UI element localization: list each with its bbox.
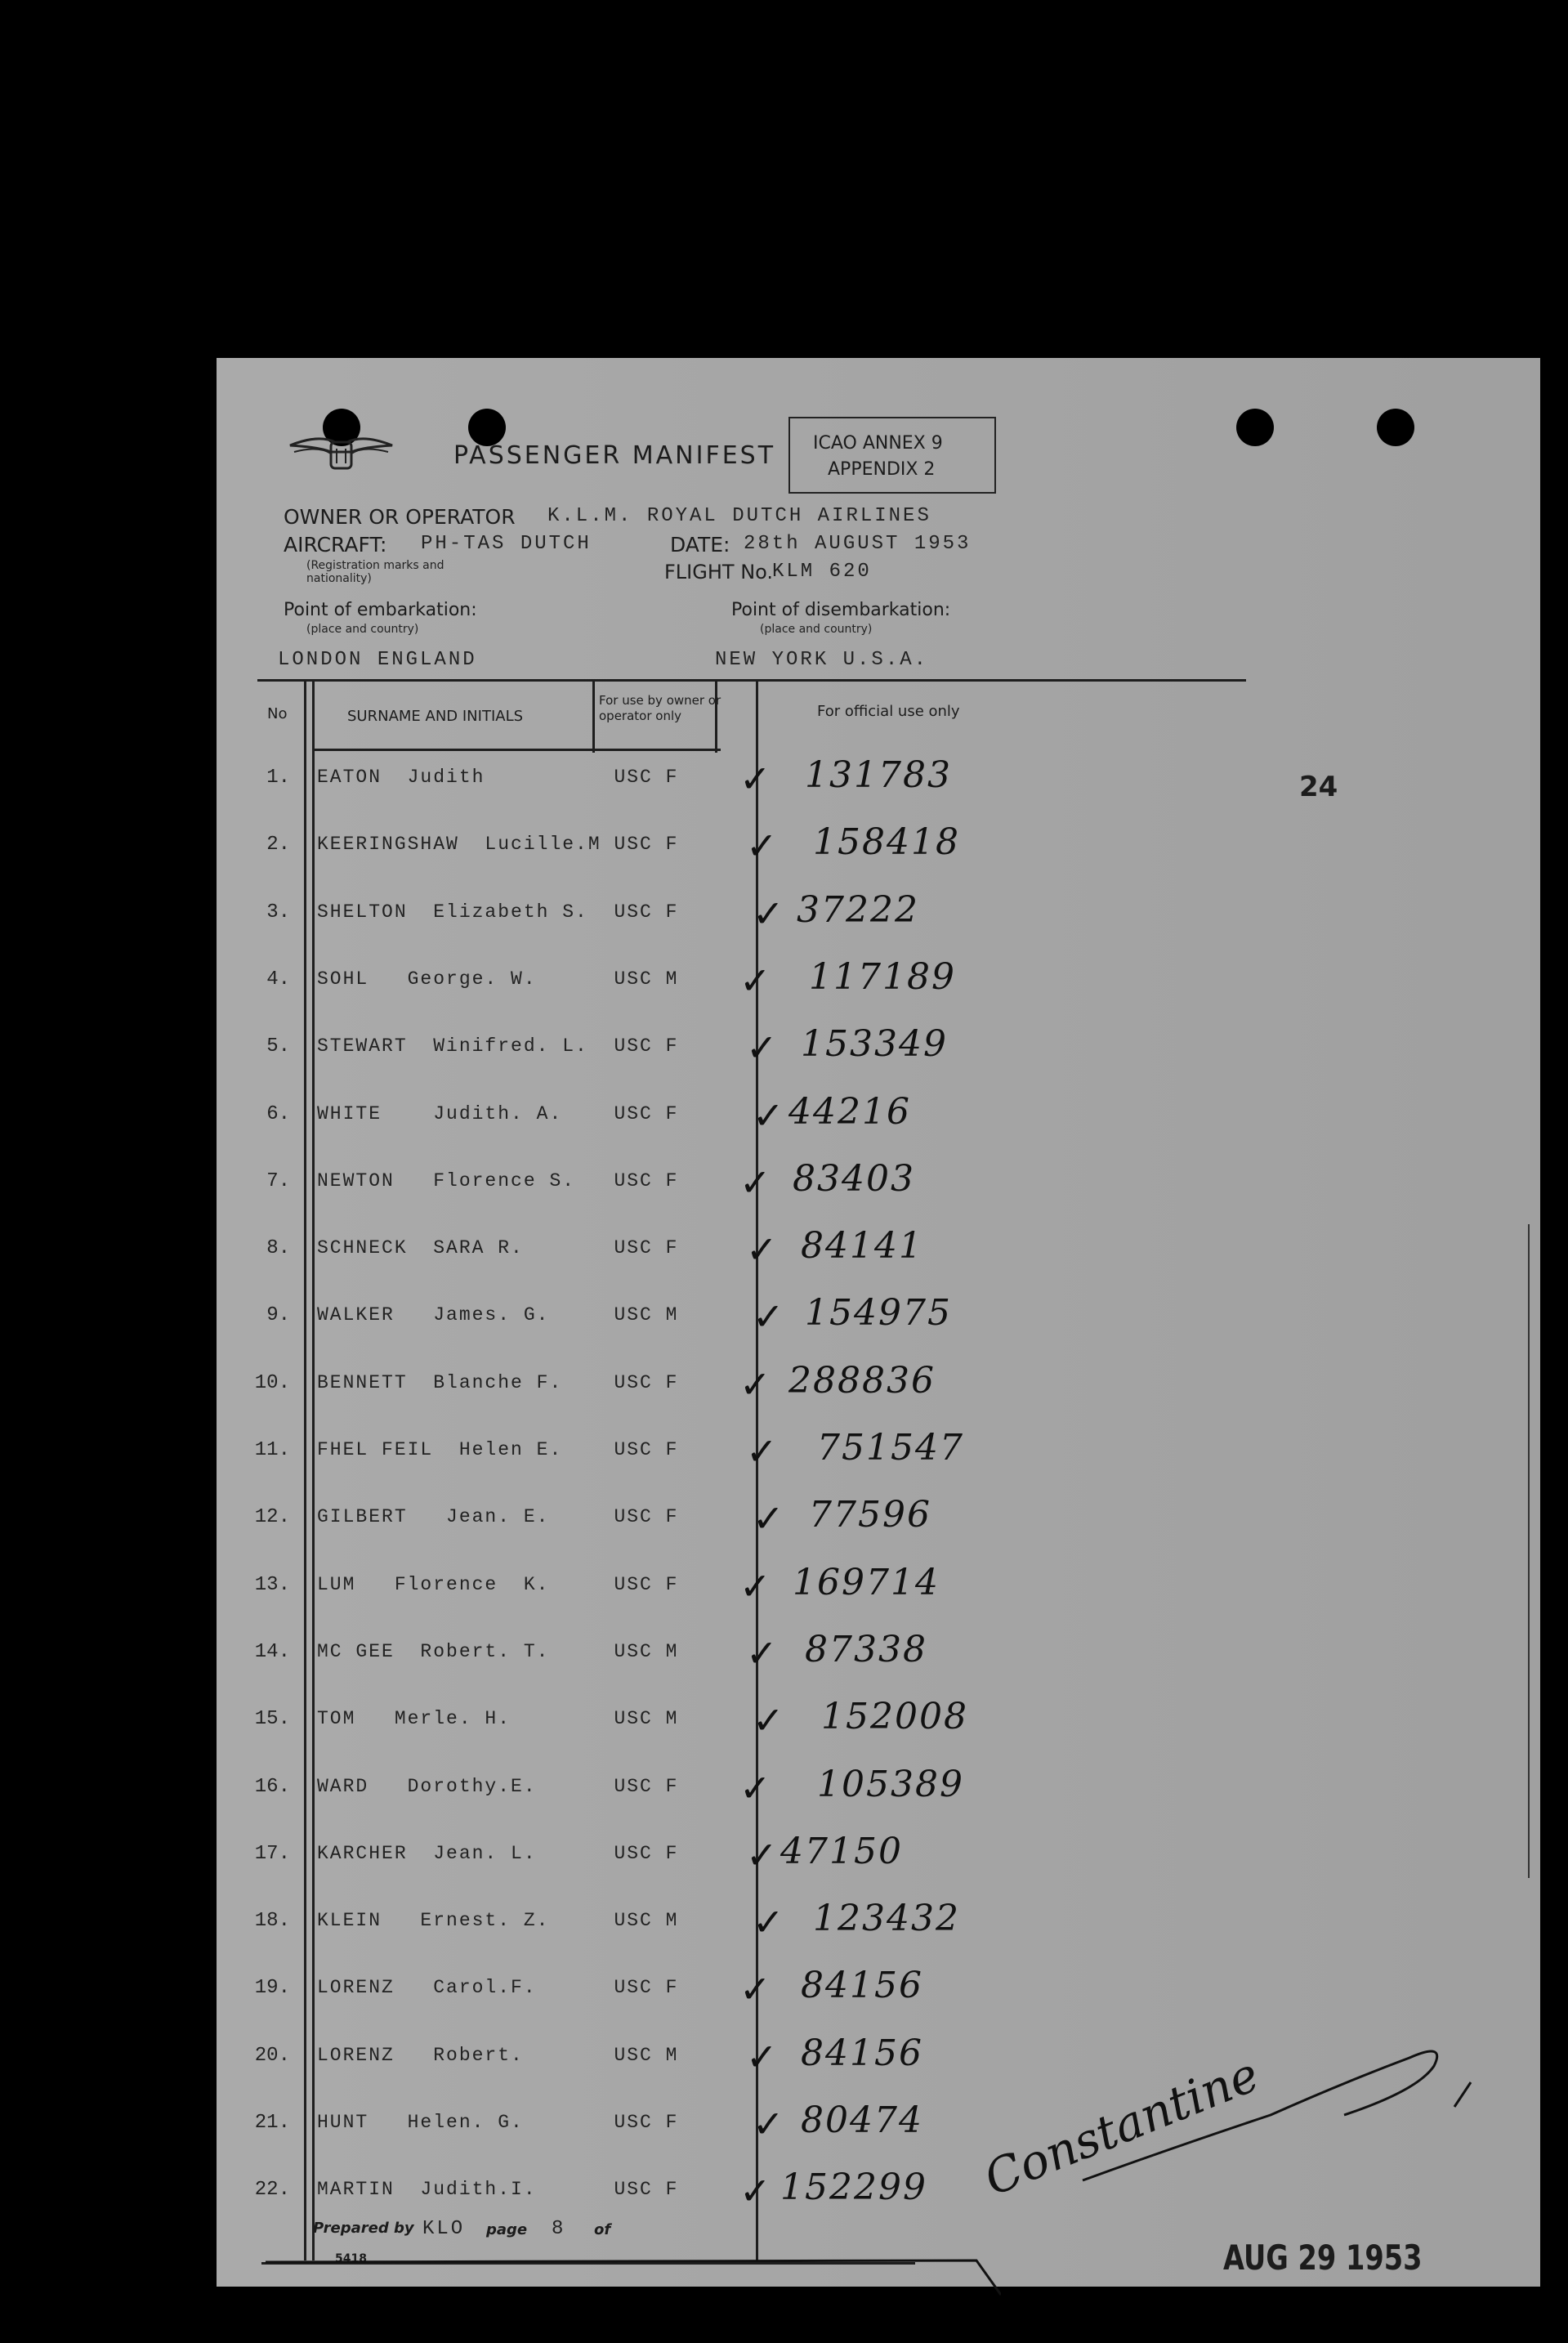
check-mark-icon: ✓ (746, 1429, 778, 1473)
check-mark-icon: ✓ (739, 1967, 771, 2012)
prepared-value: KLO (422, 2218, 466, 2240)
check-mark-icon: ✓ (753, 1900, 784, 1945)
airline-logo-icon (286, 427, 396, 476)
official-use-number: 84156 (801, 1965, 923, 2007)
passenger-name: NEWTON Florence S. USC F (317, 1169, 679, 1192)
icao-appendix: APPENDIX 2 (828, 459, 936, 480)
passenger-name: FHEL FEIL Helen E. USC F (317, 1439, 679, 1460)
row-number: 11. (254, 1439, 290, 1461)
column-owner-use: For use by owner or operator only (599, 693, 721, 723)
check-mark-icon: ✓ (753, 1698, 784, 1743)
passenger-name: BENNETT Blanche F. USC F (317, 1371, 679, 1393)
embark-note: (place and country) (306, 623, 419, 636)
disembark-note: (place and country) (760, 623, 873, 636)
disembark-label: Point of disembarkation: (731, 600, 951, 620)
official-use-number: 152299 (780, 2166, 927, 2209)
punch-hole (1236, 409, 1274, 446)
of-label: of (594, 2221, 611, 2238)
official-use-number: 153349 (801, 1023, 948, 1066)
passenger-name: STEWART Winifred. L. USC F (317, 1035, 679, 1057)
column-no: No (267, 705, 288, 722)
punch-hole (1377, 409, 1414, 446)
check-mark-icon: ✓ (746, 1832, 778, 1877)
table-rule (312, 679, 315, 2260)
official-use-number: 105389 (817, 1763, 964, 1805)
official-use-number: 87338 (805, 1628, 927, 1670)
row-number: 16. (254, 1775, 290, 1798)
check-mark-icon: ✓ (746, 1630, 778, 1675)
check-mark-icon: ✓ (753, 1093, 784, 1138)
passenger-name: TOM Merle. H. USC M (317, 1708, 679, 1730)
row-number: 12. (254, 1506, 290, 1529)
official-use-number: 84141 (801, 1225, 923, 1268)
date-stamp: AUG 29 1953 (1223, 2238, 1423, 2278)
official-use-number: 77596 (809, 1494, 931, 1536)
row-number: 14. (254, 1640, 290, 1663)
check-mark-icon: ✓ (753, 2102, 784, 2146)
check-mark-icon: ✓ (753, 1496, 784, 1541)
table-rule (1528, 1224, 1530, 1878)
aircraft-value: PH-TAS DUTCH (421, 533, 592, 555)
prepared-label: Prepared by (313, 2220, 414, 2237)
table-rule (304, 679, 306, 2260)
check-mark-icon: ✓ (739, 1362, 771, 1406)
passenger-name: WALKER James. G. USC M (317, 1304, 679, 1326)
row-number: 5. (266, 1035, 290, 1058)
row-number: 3. (266, 901, 290, 923)
row-number: 6. (266, 1102, 290, 1125)
passenger-name: WARD Dorothy.E. USC F (317, 1775, 679, 1797)
page-label: page (486, 2221, 528, 2238)
row-number: 20. (254, 2044, 290, 2067)
page-number: 24 (1299, 771, 1338, 803)
aircraft-label: AIRCRAFT: (284, 533, 387, 557)
row-number: 18. (254, 1910, 290, 1933)
column-official-use: For official use only (817, 703, 960, 720)
table-rule (592, 679, 595, 753)
passenger-name: SHELTON Elizabeth S. USC F (317, 901, 679, 923)
row-number: 10. (254, 1371, 290, 1394)
row-number: 8. (266, 1237, 290, 1260)
check-mark-icon: ✓ (739, 2169, 771, 2214)
passenger-name: WHITE Judith. A. USC F (317, 1102, 679, 1125)
passenger-name: LORENZ Carol.F. USC F (317, 1977, 679, 1999)
passenger-name: LUM Florence K. USC F (317, 1573, 679, 1595)
official-use-number: 288836 (788, 1359, 936, 1402)
passenger-name: KEERINGSHAW Lucille.M USC F (317, 834, 679, 856)
flight-label: FLIGHT No. (664, 561, 774, 584)
official-use-number: 44216 (788, 1090, 911, 1133)
icao-annex: ICAO ANNEX 9 (813, 433, 943, 454)
passenger-name: MARTIN Judith.I. USC F (317, 2179, 679, 2201)
date-label: DATE: (670, 533, 730, 557)
passenger-name: LORENZ Robert. USC M (317, 2044, 679, 2066)
official-use-number: 84156 (801, 2032, 923, 2074)
official-use-number: 158418 (813, 821, 960, 864)
check-mark-icon: ✓ (746, 2034, 778, 2079)
row-number: 15. (254, 1708, 290, 1731)
row-number: 17. (254, 1842, 290, 1865)
row-number: 13. (254, 1573, 290, 1596)
official-use-number: 83403 (793, 1157, 915, 1200)
check-mark-icon: ✓ (746, 824, 778, 869)
flight-value: KLM 620 (772, 561, 872, 583)
page-value: 8 (552, 2218, 566, 2240)
official-use-number: 47150 (780, 1830, 903, 1872)
check-mark-icon: ✓ (739, 1563, 771, 1608)
row-number: 22. (254, 2179, 290, 2202)
form-number: 5418 (335, 2252, 367, 2265)
check-mark-icon: ✓ (753, 891, 784, 936)
signature-stroke-icon (1074, 2025, 1483, 2189)
manifest-title: PASSENGER MANIFEST (453, 441, 776, 470)
passenger-name: GILBERT Jean. E. USC F (317, 1506, 679, 1528)
official-signature: Constantine (976, 2046, 1267, 2207)
official-use-number: 117189 (809, 955, 956, 998)
disembark-value: NEW YORK U.S.A. (715, 649, 929, 671)
passenger-name: MC GEE Robert. T. USC M (317, 1640, 679, 1662)
check-mark-icon: ✓ (739, 958, 771, 1003)
owner-label: OWNER OR OPERATOR (284, 505, 516, 529)
check-mark-icon: ✓ (753, 1294, 784, 1339)
row-number: 9. (266, 1304, 290, 1327)
date-value: 28th AUGUST 1953 (744, 533, 972, 555)
embark-value: LONDON ENGLAND (278, 649, 477, 671)
official-use-number: 80474 (801, 2099, 923, 2141)
official-use-number: 152008 (821, 1696, 968, 1738)
passenger-name: SCHNECK SARA R. USC F (317, 1237, 679, 1259)
check-mark-icon: ✓ (739, 757, 771, 801)
column-surname: SURNAME AND INITIALS (347, 708, 524, 725)
passenger-name: KLEIN Ernest. Z. USC M (317, 1910, 679, 1932)
official-use-number: 169714 (793, 1561, 940, 1603)
check-mark-icon: ✓ (746, 1227, 778, 1272)
passenger-name: KARCHER Jean. L. USC F (317, 1842, 679, 1864)
row-number: 21. (254, 2112, 290, 2134)
check-mark-icon: ✓ (739, 1160, 771, 1205)
manifest-page (217, 358, 1540, 2287)
official-use-number: 131783 (805, 754, 952, 796)
bottom-line-stroke-icon (266, 2238, 1001, 2303)
passenger-name: HUNT Helen. G. USC F (317, 2112, 679, 2133)
official-use-number: 751547 (817, 1427, 964, 1469)
passenger-name: SOHL George. W. USC M (317, 968, 679, 990)
passenger-name: EATON Judith USC F (317, 767, 679, 788)
official-use-number: 37222 (797, 888, 919, 931)
row-number: 19. (254, 1977, 290, 2000)
check-mark-icon: ✓ (739, 1765, 771, 1810)
row-number: 4. (266, 968, 290, 990)
official-use-number: 123432 (813, 1898, 960, 1940)
official-use-number: 154975 (805, 1292, 952, 1335)
row-number: 7. (266, 1169, 290, 1192)
embark-label: Point of embarkation: (284, 600, 477, 620)
row-number: 2. (266, 834, 290, 856)
check-mark-icon: ✓ (746, 1026, 778, 1071)
icao-box (788, 417, 996, 494)
row-number: 1. (266, 767, 290, 789)
owner-value: K.L.M. ROYAL DUTCH AIRLINES (547, 505, 931, 527)
registration-note: (Registration marks and nationality) (306, 559, 444, 585)
table-top-rule (257, 679, 1246, 682)
table-header-rule (312, 749, 721, 751)
